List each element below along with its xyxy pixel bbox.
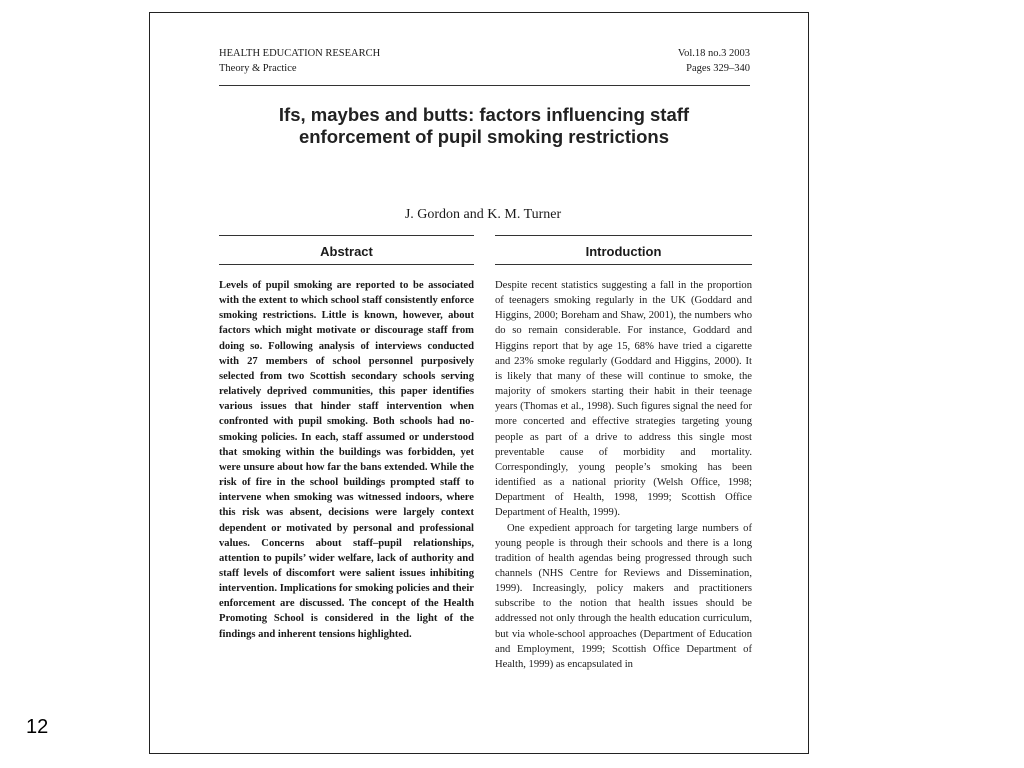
journal-subtitle: Theory & Practice bbox=[219, 63, 297, 74]
header-rule bbox=[219, 85, 750, 86]
introduction-paragraph-2: One expedient approach for targeting large numbers of young people is through their schools and there is a long tradition of health agendas being progressed through such channels (NHS Centre for Reviews and Dissemination, 1999). Increasingly, policy makers and practitioners subscribe to the notion that health issues should be addressed not only through the health education curriculum, but via whole-school approaches (Department of Education and Employment, 1999; Scottish Office Department of Health, 1999) as encapsulated in bbox=[495, 522, 752, 670]
journal-name: HEALTH EDUCATION RESEARCH bbox=[219, 48, 381, 59]
title-line-2: enforcement of pupil smoking restrictions bbox=[298, 126, 670, 147]
slide-number: 12 bbox=[26, 716, 49, 738]
authors: J. Gordon and K. M. Turner bbox=[404, 207, 562, 222]
paper-page bbox=[149, 12, 809, 754]
introduction-paragraph-1: Despite recent statistics suggesting a fall in the proportion of teenagers smoking regularly in the UK (Goddard and Higgins, 2000; Boreham and Shaw, 2001), the numbers who do so remain considerable. For instance, Goddard and Higgins report that by age 15, 68% have tried a cigarette and 23% smoke regularly (Goddard and Higgins, 2000). It is likely that many of these will continue to smoke, the majority of smokers starting their habit in their teenage years (Thomas et al., 1998). Such figures signal the need for more concerted and effective strategies targeting young people as part of a drive to address this single most preventable cause of morbidity and mortality. Correspondingly, young people’s smoking has been identified as a national priority (Welsh Office, 1998; Department of Health, 1998, 1999; Scottish Office Department of Health, 1999). bbox=[495, 280, 752, 519]
paper-title bbox=[210, 104, 758, 148]
title-line-1: Ifs, maybes and butts: factors influencing staff bbox=[278, 104, 690, 125]
introduction-rule-bottom bbox=[495, 264, 752, 265]
abstract-column bbox=[219, 235, 474, 642]
introduction-heading: Introduction bbox=[585, 244, 662, 259]
abstract-text: Levels of pupil smoking are reported to be associated with the extent to which school staff consistently enforce smoking restrictions. Little is known, however, about factors which might motivate or discourage staff from doing so. Following analysis of interviews conducted with 27 members of school personnel purposively selected from two Scottish secondary schools serving relatively deprived communities, this paper identifies various issues that hinder staff intervention when confronted with pupil smoking. Both schools had no-smoking policies. In each, staff assumed or understood that smoking within the buildings was forbidden, yet were unsure about how far the bans extended. While the risk of fire in the school buildings prompted staff to intervene when smoking was witnessed indoors, where this risk was absent, decisions were largely context dependent or motivated by personal and professional values. Concerns about staff–pupil relationships, attention to pupils’ wider welfare, lack of authority and staff levels of discomfort were salient issues inhibiting intervention. Implications for smoking policies and their enforcement are discussed. The concept of the Health Promoting School is considered in the light of the findings and inherent tensions highlighted. bbox=[219, 280, 474, 640]
introduction-column bbox=[495, 235, 752, 672]
page-range: Pages 329–340 bbox=[686, 63, 750, 74]
abstract-rule-bottom bbox=[219, 264, 474, 265]
abstract-heading: Abstract bbox=[320, 244, 373, 259]
volume-info: Vol.18 no.3 2003 bbox=[677, 48, 750, 59]
